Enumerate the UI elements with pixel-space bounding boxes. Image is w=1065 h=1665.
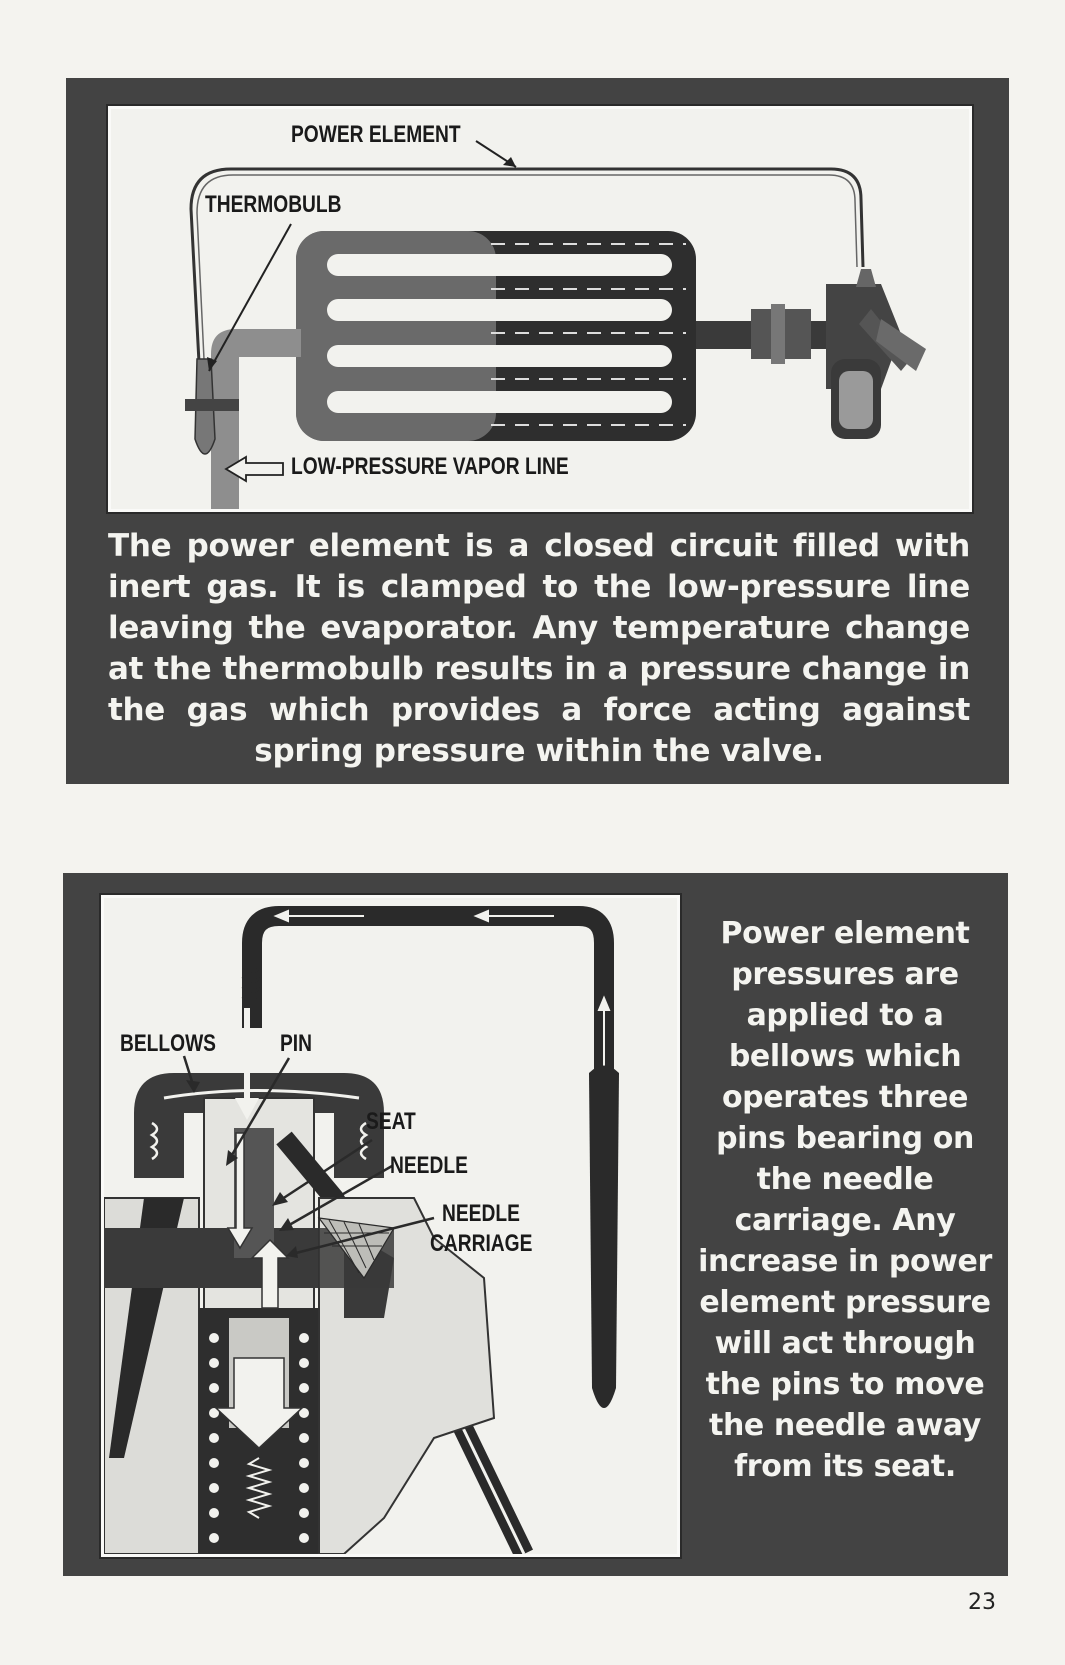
label-low-pressure-vapor-line: LOW-PRESSURE VAPOR LINE [291, 453, 569, 480]
label-thermobulb: THERMOBULB [205, 191, 342, 218]
evaporator-diagram [111, 109, 969, 509]
label-pin: PIN [280, 1030, 313, 1057]
valve-cutaway-illustration [101, 895, 680, 1557]
label-power-element: POWER ELEMENT [291, 121, 461, 148]
figure-panel-bellows [63, 873, 1008, 1576]
caption-bellows: Power element pressures are applied to a bellows which operates three pins bearing on the needle carriage. Any increase in power element pressure will act through the pins to move the needle away from its seat. [698, 916, 992, 1484]
label-needle-carriage-line1: NEEDLE [442, 1200, 520, 1227]
label-seat: SEAT [366, 1108, 416, 1135]
page-number: 23 [968, 1590, 996, 1615]
label-needle-carriage-line2: CARRIAGE [430, 1230, 533, 1257]
figure-panel-power-element [66, 78, 1009, 784]
valve-cutaway-diagram [104, 898, 677, 1554]
label-needle: NEEDLE [390, 1152, 468, 1179]
evaporator-illustration [108, 106, 972, 512]
caption-power-element: The power element is a closed circuit filled with inert gas. It is clamped to the low-pressure line leaving the evaporator. Any temperature change at the thermobulb results in a pressure change in the gas which provides a force acting against spring pressure within the valve. [108, 528, 970, 769]
label-bellows: BELLOWS [120, 1030, 216, 1057]
